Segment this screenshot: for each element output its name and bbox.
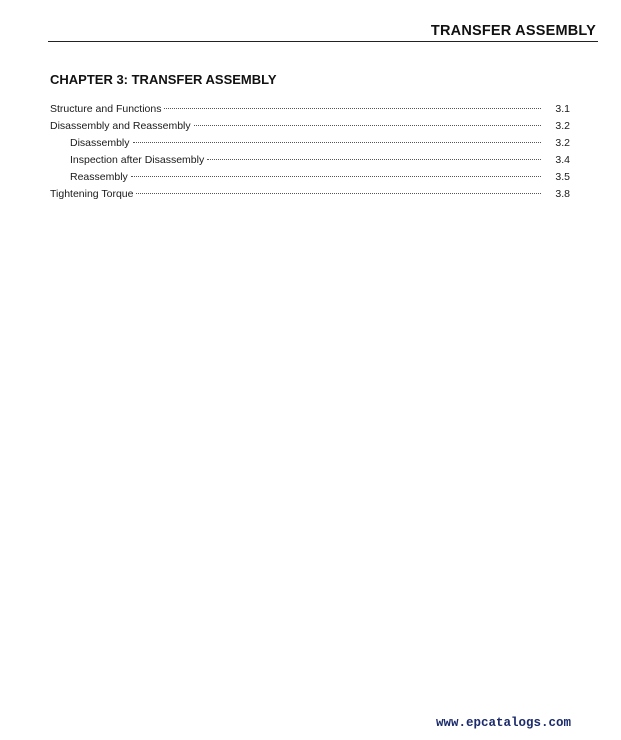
toc-entry-inspection-after-disassembly[interactable] <box>50 152 570 169</box>
toc-entry-label: Structure and Functions <box>50 103 162 115</box>
toc-entry-disassembly[interactable] <box>50 135 570 152</box>
toc-entry-structure-and-functions[interactable] <box>50 101 570 118</box>
toc-entry-page: 3.1 <box>555 103 570 115</box>
toc-entry-disassembly-and-reassembly[interactable] <box>50 118 570 135</box>
toc-entry-reassembly[interactable] <box>50 169 570 186</box>
toc-dot-leader <box>164 108 541 109</box>
page-header <box>48 22 598 42</box>
toc-entry-page: 3.2 <box>555 137 570 149</box>
toc-dot-leader <box>131 176 541 177</box>
toc-entry-label: Disassembly and Reassembly <box>50 120 191 132</box>
toc-dot-leader <box>194 125 541 126</box>
toc-entry-page: 3.4 <box>555 154 570 166</box>
toc-entry-label: Disassembly <box>70 137 130 149</box>
toc-entry-label: Inspection after Disassembly <box>70 154 205 166</box>
watermark-link[interactable]: www.epcatalogs.com <box>435 716 571 730</box>
toc-dot-leader <box>133 142 541 143</box>
toc-entry-page: 3.2 <box>555 120 570 132</box>
toc-entry-label: Reassembly <box>70 171 128 183</box>
chapter-title: CHAPTER 3: TRANSFER ASSEMBLY <box>50 72 277 87</box>
toc-entry-page: 3.8 <box>555 188 570 200</box>
toc-entry-label: Tightening Torque <box>50 188 134 200</box>
table-of-contents <box>50 101 570 203</box>
toc-dot-leader <box>136 193 541 194</box>
toc-dot-leader <box>207 159 541 160</box>
header-title: TRANSFER ASSEMBLY <box>430 23 596 39</box>
toc-entry-tightening-torque[interactable] <box>50 186 570 203</box>
toc-entry-page: 3.5 <box>555 171 570 183</box>
